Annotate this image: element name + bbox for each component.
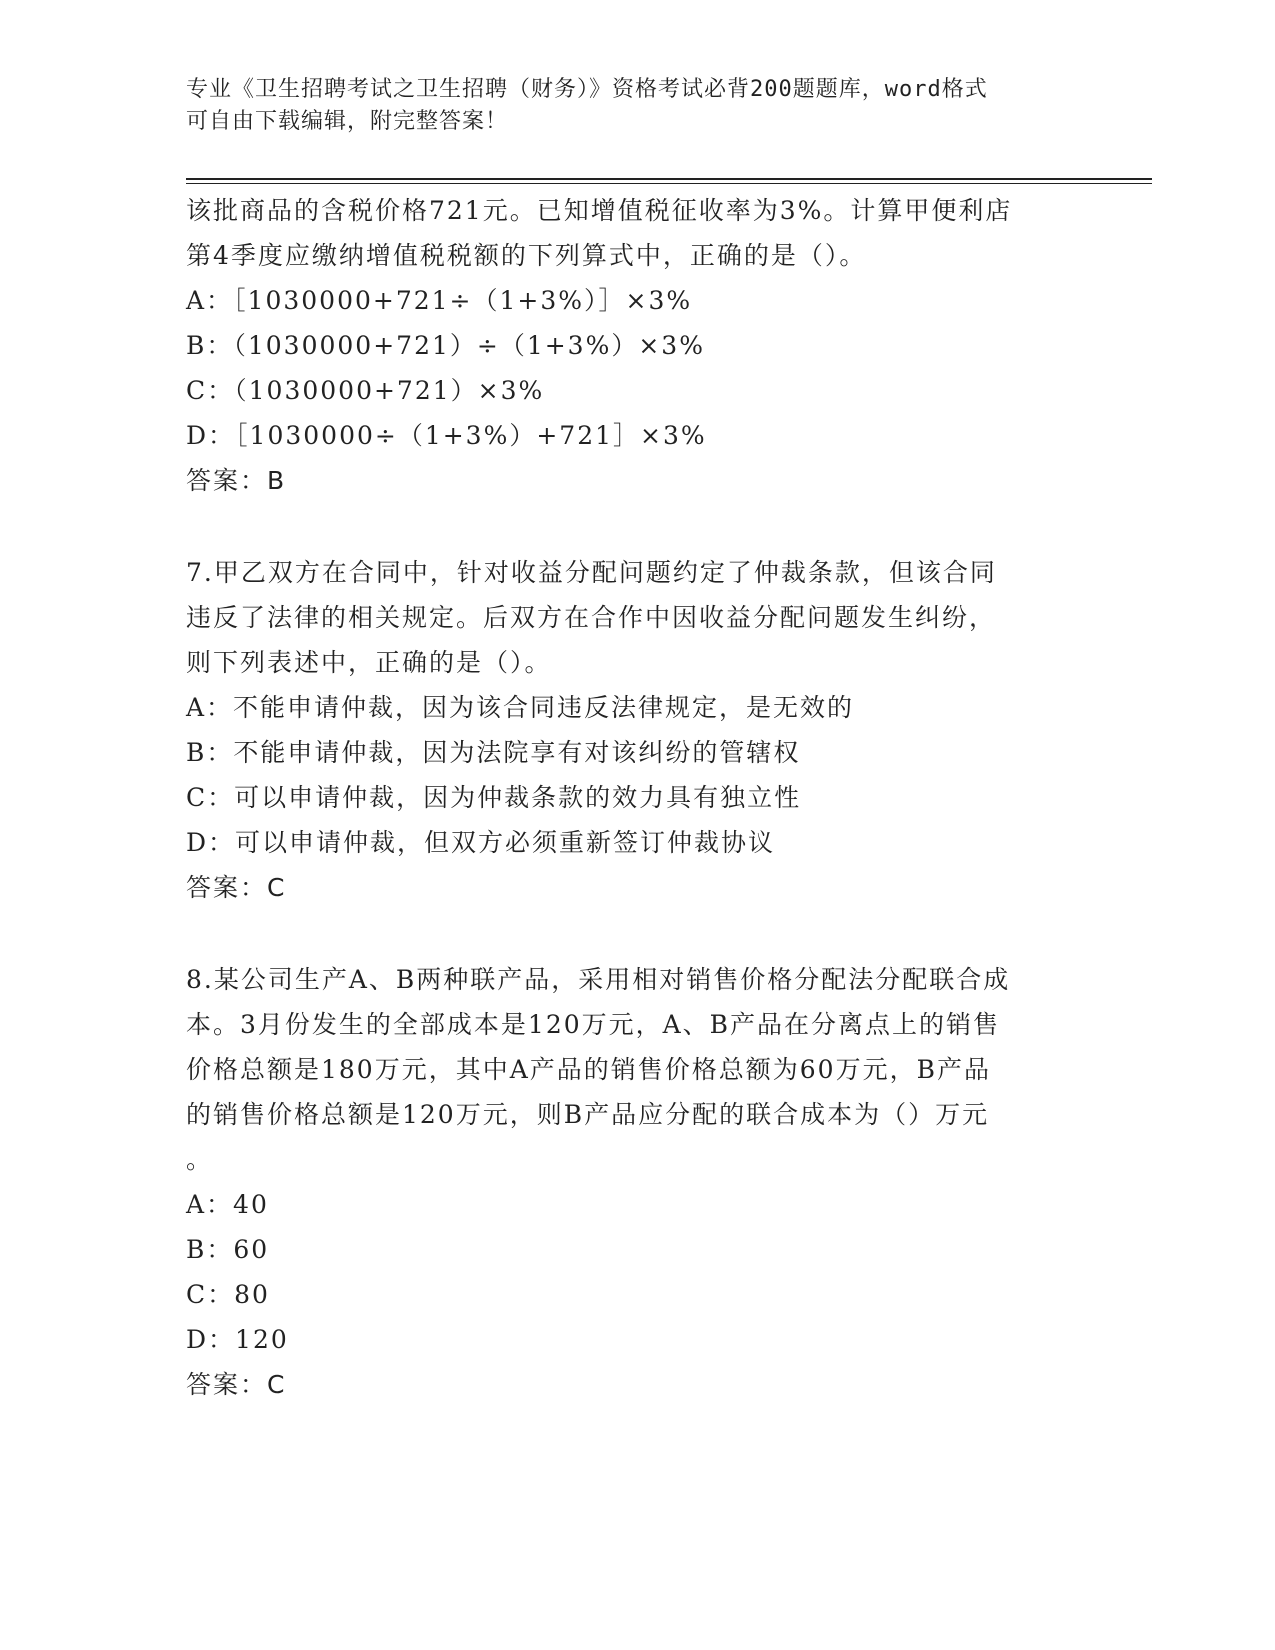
question-stem-line: 本。3月份发生的全部成本是120万元，A、B产品在分离点上的销售: [186, 1010, 1001, 1039]
header-rule-thick: [186, 178, 1152, 180]
question-6: [186, 188, 1086, 503]
header-line-2: 可自由下载编辑，附完整答案！: [186, 109, 509, 134]
question-stem-line: 8.某公司生产A、B两种联产品，采用相对销售价格分配法分配联合成: [186, 965, 1011, 994]
option-d: D：［1030000÷（1+3%）+721］×3%: [186, 421, 707, 450]
question-list: [186, 188, 1086, 1407]
option-d: D：120: [186, 1325, 289, 1354]
question-stem-line: 则下列表述中，正确的是（）。: [186, 648, 552, 677]
option-a: A：不能申请仲裁，因为该合同违反法律规定，是无效的: [186, 693, 855, 722]
option-b: B：不能申请仲裁，因为法院享有对该纠纷的管辖权: [186, 738, 801, 767]
answer-line: 答案：B: [186, 466, 287, 495]
spacer: [186, 503, 1086, 550]
option-c: C：（1030000+721）×3%: [186, 376, 545, 405]
spacer: [186, 910, 1086, 957]
answer-line: 答案：C: [186, 873, 287, 902]
answer-line: 答案：C: [186, 1370, 287, 1399]
question-stem-line: 。: [186, 1145, 214, 1174]
question-stem-line: 违反了法律的相关规定。后双方在合作中因收益分配问题发生纠纷，: [186, 603, 997, 632]
question-stem-line: 7.甲乙双方在合同中，针对收益分配问题约定了仲裁条款，但该合同: [186, 558, 997, 587]
document-header: [186, 74, 1066, 138]
option-c: C：可以申请仲裁，因为仲裁条款的效力具有独立性: [186, 783, 802, 812]
option-b: B：（1030000+721）÷（1+3%）×3%: [186, 331, 705, 360]
option-d: D：可以申请仲裁，但双方必须重新签订仲裁协议: [186, 828, 776, 857]
question-stem-line: 该批商品的含税价格721元。已知增值税征收率为3%。计算甲便利店: [186, 196, 1013, 225]
question-7: [186, 550, 1086, 910]
option-b: B：60: [186, 1235, 270, 1264]
question-stem-line: 第4季度应缴纳增值税税额的下列算式中，正确的是（）。: [186, 241, 867, 270]
option-c: C：80: [186, 1280, 270, 1309]
question-stem-line: 价格总额是180万元，其中A产品的销售价格总额为60万元，B产品: [186, 1055, 991, 1084]
question-8: [186, 957, 1086, 1407]
question-stem-line: 的销售价格总额是120万元，则B产品应分配的联合成本为（）万元: [186, 1100, 990, 1129]
header-rule-thin: [186, 183, 1152, 184]
option-a: A：40: [186, 1190, 269, 1219]
option-a: A：［1030000+721÷（1+3%）］×3%: [186, 286, 693, 315]
header-line-1: 专业《卫生招聘考试之卫生招聘（财务）》资格考试必背200题题库，word格式: [186, 77, 988, 102]
